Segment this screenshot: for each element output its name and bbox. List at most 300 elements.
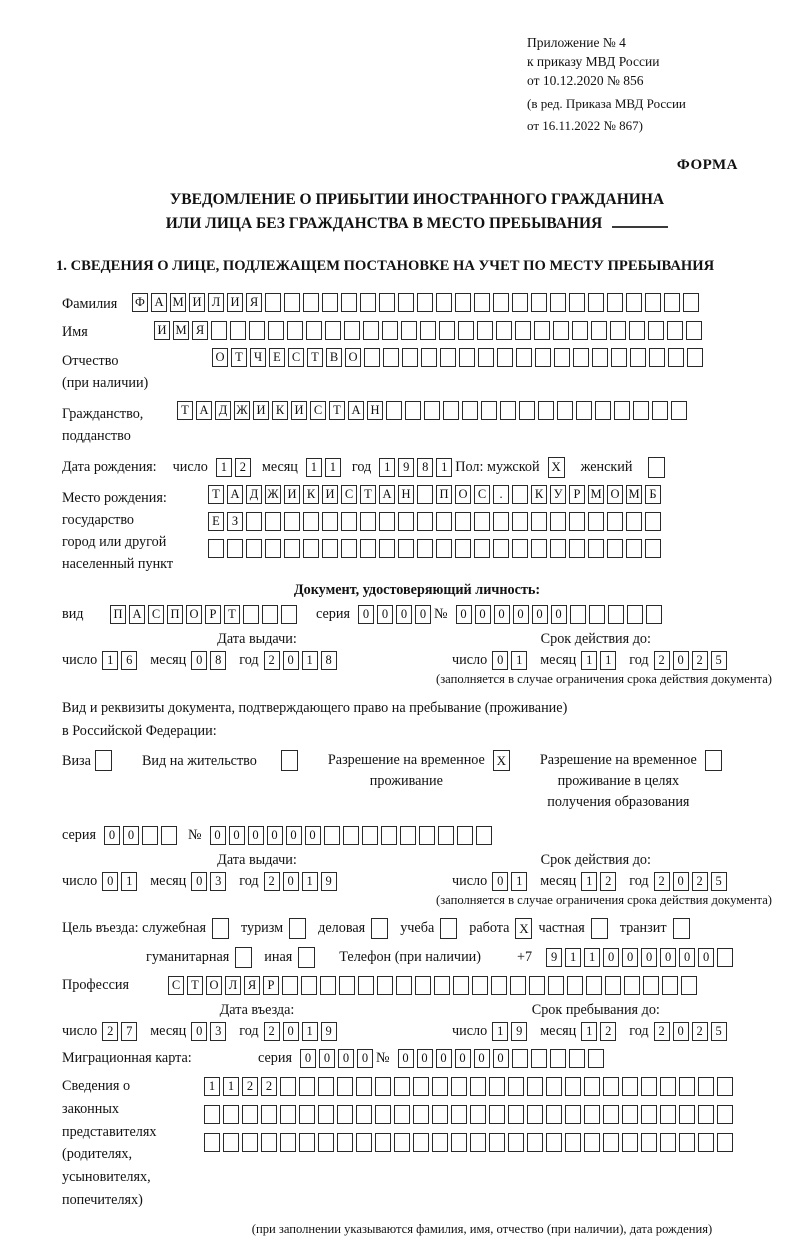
char-box[interactable]: [343, 826, 359, 845]
char-box[interactable]: 0: [492, 651, 508, 670]
purpose-official-checkbox[interactable]: [212, 918, 229, 939]
char-box[interactable]: [472, 976, 488, 995]
char-box[interactable]: З: [227, 512, 243, 531]
char-box[interactable]: 0: [603, 948, 619, 967]
char-box[interactable]: 1: [379, 458, 395, 477]
char-box[interactable]: [608, 605, 624, 624]
char-box[interactable]: [320, 976, 336, 995]
char-box[interactable]: 0: [267, 826, 283, 845]
char-box[interactable]: [660, 1105, 676, 1124]
char-box[interactable]: 0: [248, 826, 264, 845]
char-box[interactable]: [646, 605, 662, 624]
char-box[interactable]: [614, 401, 630, 420]
char-box[interactable]: [641, 1077, 657, 1096]
sex-male-checkbox[interactable]: X: [548, 457, 565, 478]
char-box[interactable]: 6: [121, 651, 137, 670]
char-box[interactable]: [265, 512, 281, 531]
char-box[interactable]: [565, 1077, 581, 1096]
char-box[interactable]: [417, 539, 433, 558]
char-box[interactable]: М: [626, 485, 642, 504]
char-box[interactable]: [420, 321, 436, 340]
char-box[interactable]: [717, 1077, 733, 1096]
char-box[interactable]: Т: [307, 348, 323, 367]
char-box[interactable]: [508, 1133, 524, 1152]
char-box[interactable]: [455, 512, 471, 531]
char-box[interactable]: 0: [673, 872, 689, 891]
char-box[interactable]: 0: [474, 1049, 490, 1068]
char-box[interactable]: 0: [229, 826, 245, 845]
char-box[interactable]: [341, 539, 357, 558]
char-box[interactable]: [550, 512, 566, 531]
char-box[interactable]: 1: [223, 1077, 239, 1096]
char-box[interactable]: [508, 1077, 524, 1096]
char-box[interactable]: 0: [493, 1049, 509, 1068]
char-box[interactable]: [573, 348, 589, 367]
char-box[interactable]: 1: [511, 651, 527, 670]
char-box[interactable]: [641, 1105, 657, 1124]
char-box[interactable]: 0: [551, 605, 567, 624]
char-box[interactable]: [512, 1049, 528, 1068]
char-box[interactable]: [261, 1105, 277, 1124]
char-box[interactable]: Ч: [250, 348, 266, 367]
visa-checkbox[interactable]: [95, 750, 112, 771]
char-box[interactable]: [303, 293, 319, 312]
char-box[interactable]: [569, 293, 585, 312]
char-box[interactable]: [337, 1133, 353, 1152]
char-box[interactable]: А: [151, 293, 167, 312]
char-box[interactable]: Л: [208, 293, 224, 312]
char-box[interactable]: [415, 976, 431, 995]
char-box[interactable]: [337, 1105, 353, 1124]
char-box[interactable]: [398, 293, 414, 312]
char-box[interactable]: 2: [242, 1077, 258, 1096]
char-box[interactable]: [299, 1077, 315, 1096]
char-box[interactable]: О: [186, 605, 202, 624]
char-box[interactable]: Д: [215, 401, 231, 420]
char-box[interactable]: 2: [264, 872, 280, 891]
char-box[interactable]: [356, 1105, 372, 1124]
temp-permit-checkbox[interactable]: X: [493, 750, 510, 771]
char-box[interactable]: [546, 1105, 562, 1124]
char-box[interactable]: 1: [325, 458, 341, 477]
char-box[interactable]: [550, 1049, 566, 1068]
char-box[interactable]: 8: [210, 651, 226, 670]
char-box[interactable]: [341, 512, 357, 531]
char-box[interactable]: [572, 321, 588, 340]
char-box[interactable]: Я: [192, 321, 208, 340]
char-box[interactable]: [375, 1077, 391, 1096]
char-box[interactable]: [142, 826, 158, 845]
char-box[interactable]: 0: [210, 826, 226, 845]
char-box[interactable]: Ф: [132, 293, 148, 312]
char-box[interactable]: 1: [511, 872, 527, 891]
char-box[interactable]: [698, 1105, 714, 1124]
char-box[interactable]: 0: [398, 1049, 414, 1068]
char-box[interactable]: [455, 293, 471, 312]
char-box[interactable]: 1: [565, 948, 581, 967]
char-box[interactable]: 0: [357, 1049, 373, 1068]
char-box[interactable]: [527, 1105, 543, 1124]
char-box[interactable]: [419, 826, 435, 845]
char-box[interactable]: [470, 1133, 486, 1152]
char-box[interactable]: 0: [123, 826, 139, 845]
char-box[interactable]: Я: [246, 293, 262, 312]
char-box[interactable]: [413, 1133, 429, 1152]
char-box[interactable]: [626, 539, 642, 558]
char-box[interactable]: [717, 1133, 733, 1152]
char-box[interactable]: [477, 321, 493, 340]
char-box[interactable]: Н: [367, 401, 383, 420]
char-box[interactable]: М: [173, 321, 189, 340]
char-box[interactable]: [265, 293, 281, 312]
char-box[interactable]: [268, 321, 284, 340]
char-box[interactable]: А: [196, 401, 212, 420]
char-box[interactable]: [360, 539, 376, 558]
char-box[interactable]: И: [154, 321, 170, 340]
char-box[interactable]: 0: [513, 605, 529, 624]
char-box[interactable]: [481, 401, 497, 420]
char-box[interactable]: [434, 976, 450, 995]
char-box[interactable]: [569, 1049, 585, 1068]
char-box[interactable]: [405, 401, 421, 420]
char-box[interactable]: П: [436, 485, 452, 504]
char-box[interactable]: [668, 348, 684, 367]
char-box[interactable]: [478, 348, 494, 367]
char-box[interactable]: М: [588, 485, 604, 504]
char-box[interactable]: [379, 512, 395, 531]
char-box[interactable]: [458, 321, 474, 340]
char-box[interactable]: [436, 512, 452, 531]
char-box[interactable]: 1: [584, 948, 600, 967]
char-box[interactable]: [586, 976, 602, 995]
char-box[interactable]: О: [212, 348, 228, 367]
char-box[interactable]: [626, 293, 642, 312]
char-box[interactable]: [470, 1077, 486, 1096]
char-box[interactable]: [451, 1077, 467, 1096]
char-box[interactable]: 1: [600, 651, 616, 670]
char-box[interactable]: [438, 826, 454, 845]
char-box[interactable]: [246, 512, 262, 531]
char-box[interactable]: 0: [396, 605, 412, 624]
char-box[interactable]: 2: [235, 458, 251, 477]
char-box[interactable]: [318, 1105, 334, 1124]
char-box[interactable]: [679, 1133, 695, 1152]
char-box[interactable]: [457, 826, 473, 845]
char-box[interactable]: [242, 1105, 258, 1124]
char-box[interactable]: [339, 976, 355, 995]
char-box[interactable]: П: [167, 605, 183, 624]
char-box[interactable]: [341, 293, 357, 312]
char-box[interactable]: [401, 321, 417, 340]
char-box[interactable]: [282, 976, 298, 995]
char-box[interactable]: [589, 605, 605, 624]
char-box[interactable]: [491, 976, 507, 995]
char-box[interactable]: 2: [692, 1022, 708, 1041]
char-box[interactable]: 0: [102, 872, 118, 891]
char-box[interactable]: [324, 826, 340, 845]
char-box[interactable]: Ж: [265, 485, 281, 504]
char-box[interactable]: [476, 826, 492, 845]
char-box[interactable]: 2: [264, 651, 280, 670]
char-box[interactable]: [325, 321, 341, 340]
char-box[interactable]: С: [310, 401, 326, 420]
char-box[interactable]: [280, 1077, 296, 1096]
char-box[interactable]: [204, 1133, 220, 1152]
char-box[interactable]: [645, 293, 661, 312]
char-box[interactable]: 0: [415, 605, 431, 624]
char-box[interactable]: Н: [398, 485, 414, 504]
char-box[interactable]: 5: [711, 1022, 727, 1041]
char-box[interactable]: Е: [269, 348, 285, 367]
char-box[interactable]: С: [168, 976, 184, 995]
char-box[interactable]: У: [550, 485, 566, 504]
char-box[interactable]: [643, 976, 659, 995]
char-box[interactable]: [527, 1077, 543, 1096]
char-box[interactable]: [262, 605, 278, 624]
char-box[interactable]: [622, 1133, 638, 1152]
char-box[interactable]: [379, 539, 395, 558]
char-box[interactable]: 2: [264, 1022, 280, 1041]
char-box[interactable]: [493, 293, 509, 312]
char-box[interactable]: [398, 539, 414, 558]
char-box[interactable]: [280, 1133, 296, 1152]
char-box[interactable]: [356, 1133, 372, 1152]
char-box[interactable]: 8: [321, 651, 337, 670]
char-box[interactable]: [611, 348, 627, 367]
char-box[interactable]: [671, 401, 687, 420]
char-box[interactable]: Р: [569, 485, 585, 504]
char-box[interactable]: 9: [511, 1022, 527, 1041]
purpose-study-checkbox[interactable]: [440, 918, 457, 939]
char-box[interactable]: [394, 1077, 410, 1096]
char-box[interactable]: [605, 976, 621, 995]
char-box[interactable]: 9: [398, 458, 414, 477]
char-box[interactable]: [439, 321, 455, 340]
char-box[interactable]: 9: [321, 872, 337, 891]
char-box[interactable]: 0: [283, 1022, 299, 1041]
char-box[interactable]: [360, 512, 376, 531]
char-box[interactable]: 2: [654, 872, 670, 891]
char-box[interactable]: [603, 1133, 619, 1152]
char-box[interactable]: 5: [711, 872, 727, 891]
char-box[interactable]: [649, 348, 665, 367]
char-box[interactable]: [607, 539, 623, 558]
char-box[interactable]: [322, 293, 338, 312]
char-box[interactable]: Ж: [234, 401, 250, 420]
char-box[interactable]: 2: [102, 1022, 118, 1041]
char-box[interactable]: [576, 401, 592, 420]
char-box[interactable]: [451, 1105, 467, 1124]
char-box[interactable]: 2: [261, 1077, 277, 1096]
char-box[interactable]: 0: [673, 1022, 689, 1041]
char-box[interactable]: [265, 539, 281, 558]
char-box[interactable]: [717, 1105, 733, 1124]
char-box[interactable]: 0: [673, 651, 689, 670]
char-box[interactable]: [698, 1133, 714, 1152]
char-box[interactable]: 3: [210, 872, 226, 891]
char-box[interactable]: 1: [581, 872, 597, 891]
char-box[interactable]: .: [493, 485, 509, 504]
char-box[interactable]: С: [341, 485, 357, 504]
char-box[interactable]: [400, 826, 416, 845]
char-box[interactable]: [227, 539, 243, 558]
char-box[interactable]: [287, 321, 303, 340]
char-box[interactable]: [432, 1105, 448, 1124]
char-box[interactable]: [662, 976, 678, 995]
char-box[interactable]: [363, 321, 379, 340]
char-box[interactable]: [584, 1133, 600, 1152]
char-box[interactable]: И: [284, 485, 300, 504]
char-box[interactable]: 0: [300, 1049, 316, 1068]
purpose-tourism-checkbox[interactable]: [289, 918, 306, 939]
char-box[interactable]: [660, 1133, 676, 1152]
char-box[interactable]: К: [272, 401, 288, 420]
char-box[interactable]: 0: [191, 651, 207, 670]
char-box[interactable]: [496, 321, 512, 340]
char-box[interactable]: К: [303, 485, 319, 504]
char-box[interactable]: [459, 348, 475, 367]
char-box[interactable]: [630, 348, 646, 367]
char-box[interactable]: [284, 293, 300, 312]
char-box[interactable]: [679, 1077, 695, 1096]
char-box[interactable]: [641, 1133, 657, 1152]
char-box[interactable]: [261, 1133, 277, 1152]
char-box[interactable]: 0: [286, 826, 302, 845]
char-box[interactable]: [527, 1133, 543, 1152]
char-box[interactable]: [383, 348, 399, 367]
char-box[interactable]: [622, 1077, 638, 1096]
char-box[interactable]: [375, 1133, 391, 1152]
char-box[interactable]: [554, 348, 570, 367]
char-box[interactable]: [413, 1077, 429, 1096]
char-box[interactable]: 2: [600, 1022, 616, 1041]
char-box[interactable]: Д: [246, 485, 262, 504]
char-box[interactable]: [565, 1133, 581, 1152]
char-box[interactable]: [493, 539, 509, 558]
char-box[interactable]: [299, 1133, 315, 1152]
char-box[interactable]: [557, 401, 573, 420]
char-box[interactable]: 2: [692, 872, 708, 891]
char-box[interactable]: 0: [494, 605, 510, 624]
char-box[interactable]: [529, 976, 545, 995]
char-box[interactable]: [603, 1077, 619, 1096]
char-box[interactable]: [303, 512, 319, 531]
char-box[interactable]: 1: [102, 651, 118, 670]
char-box[interactable]: [698, 1077, 714, 1096]
char-box[interactable]: [381, 826, 397, 845]
purpose-humanitarian-checkbox[interactable]: [235, 947, 252, 968]
char-box[interactable]: [375, 1105, 391, 1124]
char-box[interactable]: [398, 512, 414, 531]
char-box[interactable]: [230, 321, 246, 340]
char-box[interactable]: [667, 321, 683, 340]
char-box[interactable]: 1: [302, 1022, 318, 1041]
char-box[interactable]: 0: [492, 872, 508, 891]
char-box[interactable]: [683, 293, 699, 312]
char-box[interactable]: 2: [692, 651, 708, 670]
char-box[interactable]: [223, 1105, 239, 1124]
char-box[interactable]: [243, 605, 259, 624]
char-box[interactable]: [436, 539, 452, 558]
char-box[interactable]: [607, 512, 623, 531]
char-box[interactable]: 0: [319, 1049, 335, 1068]
char-box[interactable]: [474, 539, 490, 558]
char-box[interactable]: [565, 1105, 581, 1124]
char-box[interactable]: 1: [121, 872, 137, 891]
purpose-other-checkbox[interactable]: [298, 947, 315, 968]
char-box[interactable]: [281, 605, 297, 624]
char-box[interactable]: 1: [302, 651, 318, 670]
char-box[interactable]: О: [455, 485, 471, 504]
char-box[interactable]: К: [531, 485, 547, 504]
char-box[interactable]: [394, 1133, 410, 1152]
char-box[interactable]: [211, 321, 227, 340]
char-box[interactable]: [531, 1049, 547, 1068]
char-box[interactable]: [592, 348, 608, 367]
char-box[interactable]: О: [206, 976, 222, 995]
char-box[interactable]: [208, 539, 224, 558]
char-box[interactable]: 0: [456, 605, 472, 624]
char-box[interactable]: [440, 348, 456, 367]
char-box[interactable]: [569, 539, 585, 558]
char-box[interactable]: С: [474, 485, 490, 504]
char-box[interactable]: [432, 1077, 448, 1096]
char-box[interactable]: [489, 1077, 505, 1096]
char-box[interactable]: 0: [679, 948, 695, 967]
char-box[interactable]: [453, 976, 469, 995]
char-box[interactable]: 3: [210, 1022, 226, 1041]
char-box[interactable]: [451, 1133, 467, 1152]
char-box[interactable]: [626, 512, 642, 531]
char-box[interactable]: [364, 348, 380, 367]
char-box[interactable]: [322, 512, 338, 531]
char-box[interactable]: [570, 605, 586, 624]
char-box[interactable]: [249, 321, 265, 340]
char-box[interactable]: И: [291, 401, 307, 420]
char-box[interactable]: 0: [358, 605, 374, 624]
char-box[interactable]: [417, 485, 433, 504]
char-box[interactable]: [356, 1077, 372, 1096]
char-box[interactable]: Б: [645, 485, 661, 504]
char-box[interactable]: 8: [417, 458, 433, 477]
char-box[interactable]: [548, 976, 564, 995]
char-box[interactable]: [443, 401, 459, 420]
char-box[interactable]: 0: [622, 948, 638, 967]
char-box[interactable]: Е: [208, 512, 224, 531]
char-box[interactable]: [512, 512, 528, 531]
char-box[interactable]: 0: [436, 1049, 452, 1068]
char-box[interactable]: 0: [455, 1049, 471, 1068]
char-box[interactable]: [584, 1105, 600, 1124]
char-box[interactable]: [627, 605, 643, 624]
char-box[interactable]: М: [170, 293, 186, 312]
char-box[interactable]: [474, 293, 490, 312]
char-box[interactable]: [681, 976, 697, 995]
char-box[interactable]: [362, 826, 378, 845]
char-box[interactable]: [648, 321, 664, 340]
char-box[interactable]: [624, 976, 640, 995]
char-box[interactable]: [470, 1105, 486, 1124]
char-box[interactable]: [660, 1077, 676, 1096]
char-box[interactable]: [512, 293, 528, 312]
char-box[interactable]: [386, 401, 402, 420]
char-box[interactable]: А: [379, 485, 395, 504]
char-box[interactable]: 7: [121, 1022, 137, 1041]
char-box[interactable]: [610, 321, 626, 340]
char-box[interactable]: [301, 976, 317, 995]
char-box[interactable]: [679, 1105, 695, 1124]
char-box[interactable]: 0: [475, 605, 491, 624]
